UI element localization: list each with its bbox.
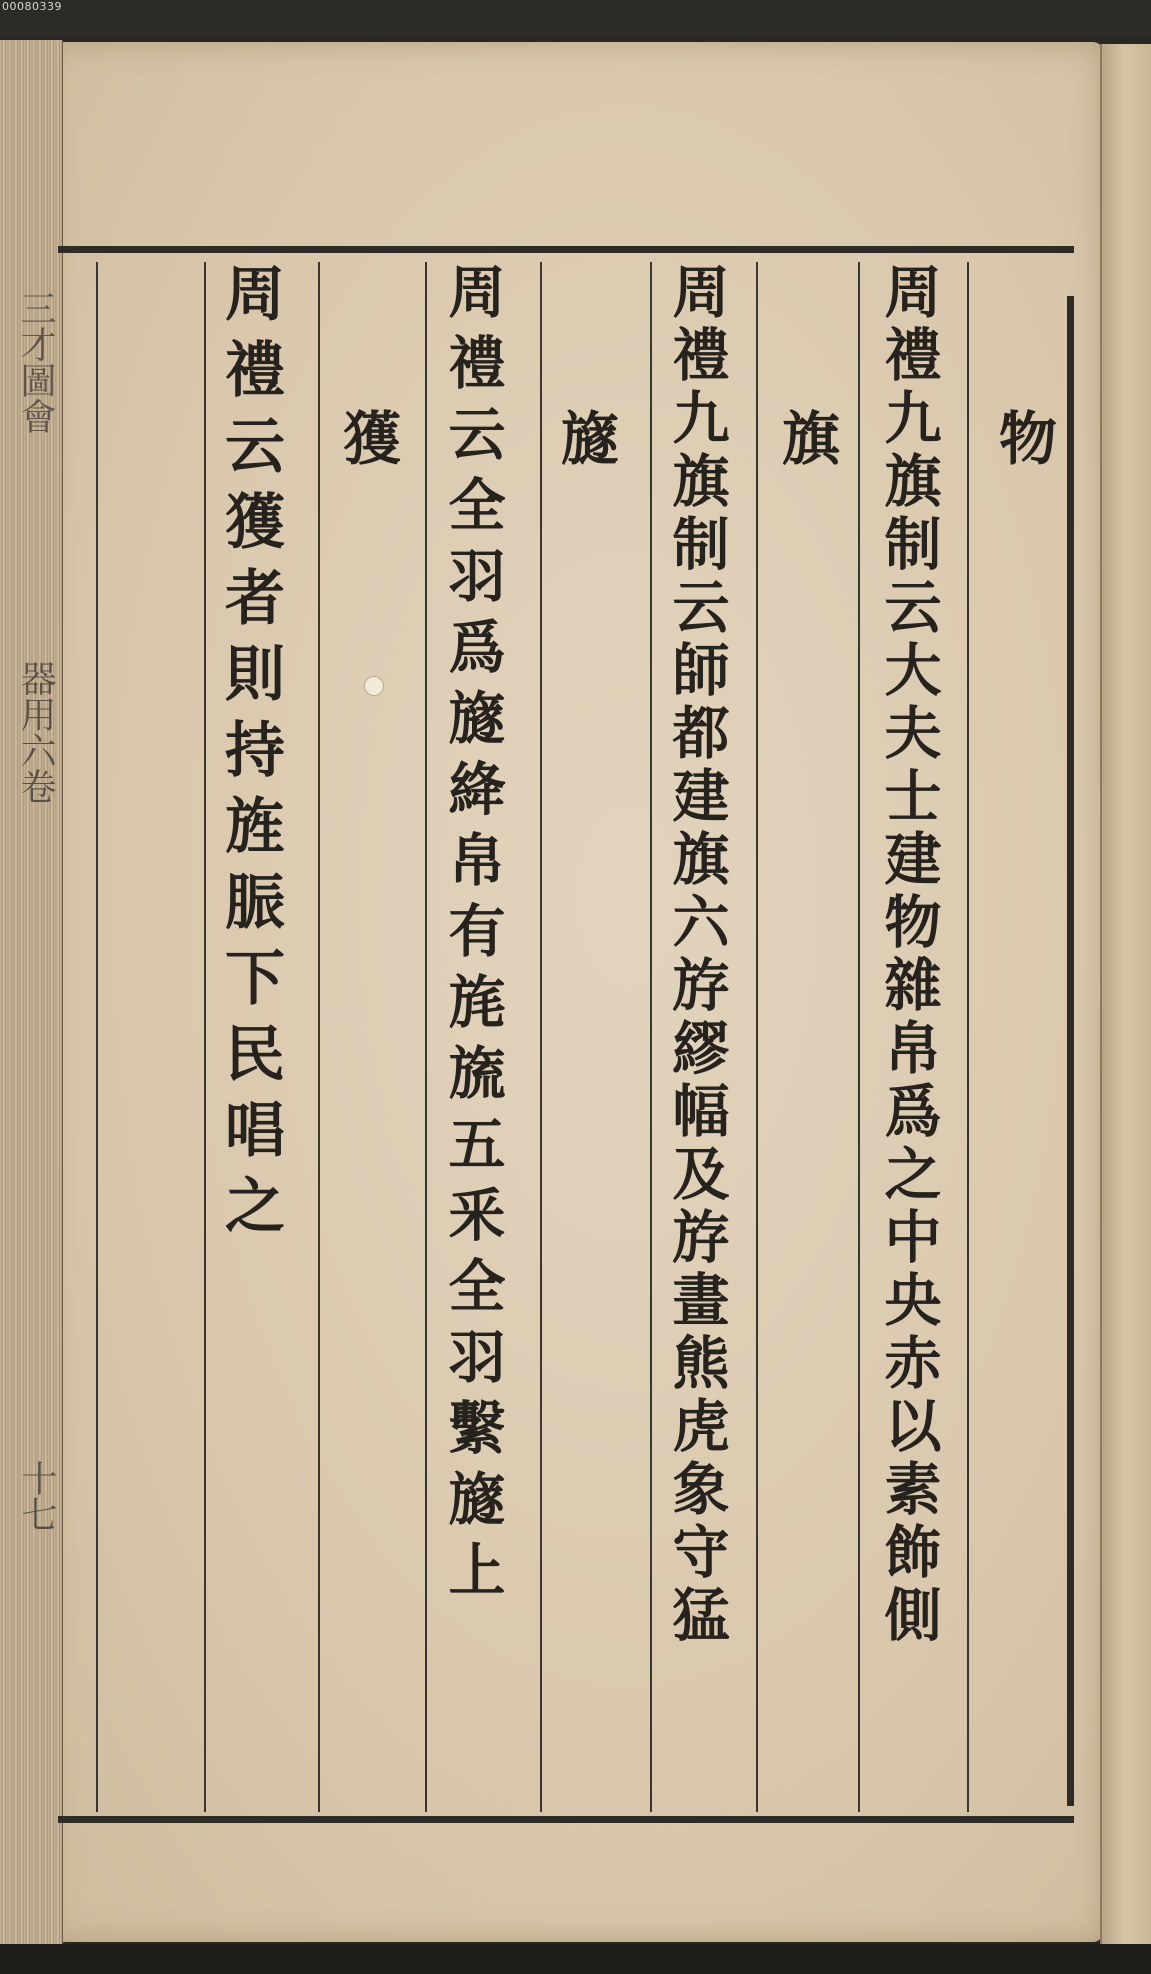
- frame-top-border: [58, 246, 1074, 253]
- scanner-top-bar: [0, 0, 1151, 38]
- column-rule: [967, 262, 969, 1812]
- paper-hole: [364, 676, 384, 696]
- column-rule: [425, 262, 427, 1812]
- column-rule: [650, 262, 652, 1812]
- scanner-bottom-bar: [0, 1944, 1151, 1974]
- column-rule: [858, 262, 860, 1812]
- entry-heading-wu: 物: [989, 408, 1057, 466]
- left-page-stack: [0, 40, 63, 1945]
- page-paper: [48, 42, 1103, 1942]
- entry-text-huo: 周禮云獲者則持旌脤下民唱之: [215, 262, 285, 1250]
- column-rule: [318, 262, 320, 1812]
- right-page-edge: [1100, 44, 1151, 1944]
- book-title-fragment: 三才圖會: [15, 290, 56, 434]
- entry-heading-qi: 旗: [772, 408, 840, 466]
- column-rule: [756, 262, 758, 1812]
- volume-fragment: 器用六卷: [15, 660, 56, 804]
- column-rule: [204, 262, 206, 1812]
- entry-heading-huo: 獲: [333, 408, 401, 466]
- folio-number-fragment: 十七: [16, 1460, 57, 1532]
- frame-right-border: [1067, 296, 1074, 1806]
- entry-text-sui: 周禮云全羽爲旞絳帛有旄旒五釆全羽繫旞上: [439, 262, 506, 1611]
- column-rule: [540, 262, 542, 1812]
- column-rule: [96, 262, 98, 1812]
- entry-heading-sui: 旞: [551, 408, 619, 466]
- entry-text-qi: 周禮九旗制云師都建旗六斿繆幅及斿畫熊虎象守猛: [663, 262, 730, 1648]
- scan-id-label: 00080339: [2, 0, 62, 13]
- entry-text-wu: 周禮九旗制云大夫士建物雜帛爲之中央赤以素飾側: [875, 262, 942, 1648]
- frame-bottom-border: [58, 1816, 1074, 1823]
